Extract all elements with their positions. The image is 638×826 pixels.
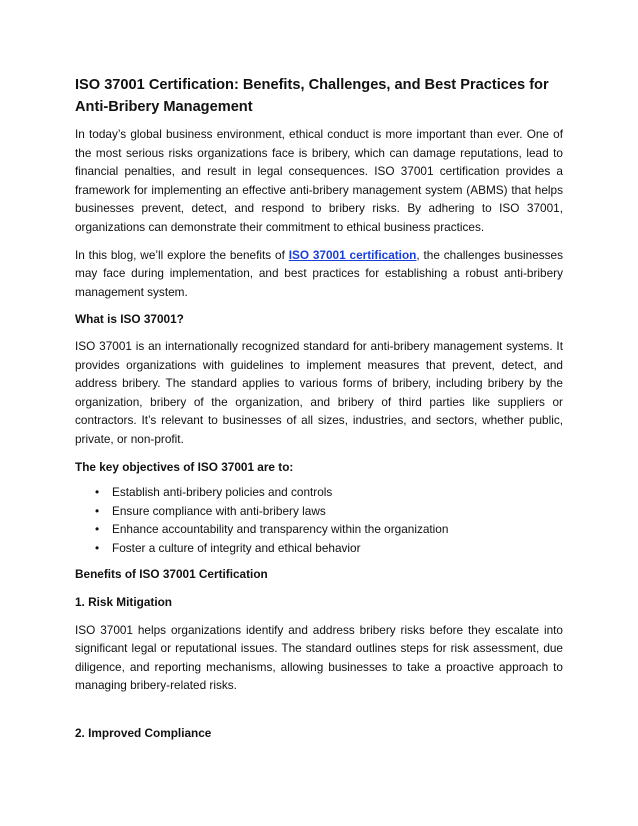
- list-item: [95, 483, 563, 502]
- iso-37001-certification-link[interactable]: ISO 37001 certification: [288, 247, 417, 262]
- intro-paragraph-with-link: [75, 246, 563, 302]
- list-item-text: Establish anti-bribery policies and controls: [112, 485, 333, 500]
- bullet-icon: •: [95, 503, 100, 518]
- bullet-icon: •: [95, 485, 100, 500]
- section-heading-benefits: Benefits of ISO 37001 Certification: [75, 567, 268, 582]
- list-item-text: Ensure compliance with anti-bribery laws: [112, 503, 326, 518]
- intro-text-before-link: In this blog, we’ll explore the benefits of: [75, 247, 289, 262]
- list-item-text: Enhance accountability and transparency within the organization: [112, 522, 449, 537]
- objectives-list: [75, 483, 563, 557]
- intro-text-after-link: , the challenges businesses may face during implementation, and best practices for establishing a robust anti-bribery management system.: [75, 247, 564, 299]
- bullet-icon: •: [95, 540, 100, 555]
- list-item-text: Foster a culture of integrity and ethical behavior: [112, 540, 361, 555]
- document-body: [75, 74, 563, 695]
- list-item: [95, 502, 563, 521]
- subheading-improved-compliance: 2. Improved Compliance: [75, 726, 212, 740]
- section-heading-what-is: What is ISO 37001?: [75, 312, 184, 327]
- list-item: [95, 520, 563, 539]
- intro-paragraph: In today’s global business environment, ethical conduct is more important than ever. One of the most serious risks organizations face is bribery, which can damage reputations, lead to financial penalties, and result in legal consequences. ISO 37001 certification provides a framework for implementing an effective anti-bribery management system (ABMS) that helps businesses prevent, detect, and respond to bribery risks. By adhering to ISO 37001, organizations can demonstrate their commitment to ethical business practices.: [75, 127, 563, 234]
- list-item: [95, 539, 563, 558]
- risk-mitigation-paragraph: ISO 37001 helps organizations identify and address bribery risks before they escalate into significant legal or reputational issues. The standard outlines steps for risk assessment, due diligence, and reporting mechanisms, allowing businesses to take a proactive approach to managing bribery-related risks.: [75, 622, 563, 693]
- bullet-icon: •: [95, 522, 100, 537]
- document-title: ISO 37001 Certification: Benefits, Challenges, and Best Practices for Anti-Bribery Management: [75, 77, 549, 115]
- section-heading-key-objectives: The key objectives of ISO 37001 are to:: [75, 459, 294, 474]
- subheading-risk-mitigation: 1. Risk Mitigation: [75, 595, 173, 610]
- what-is-paragraph: ISO 37001 is an internationally recognized standard for anti-bribery management systems. It provides organizations with guidelines to implement measures that prevent, detect, and address bribery. The standard applies to various forms of bribery, including bribery by the organization, bribery of the organization, and bribery of third parties like suppliers or contractors. It’s relevant to businesses of all sizes, industries, and sectors, whether public, private, or non-profit.: [75, 338, 563, 446]
